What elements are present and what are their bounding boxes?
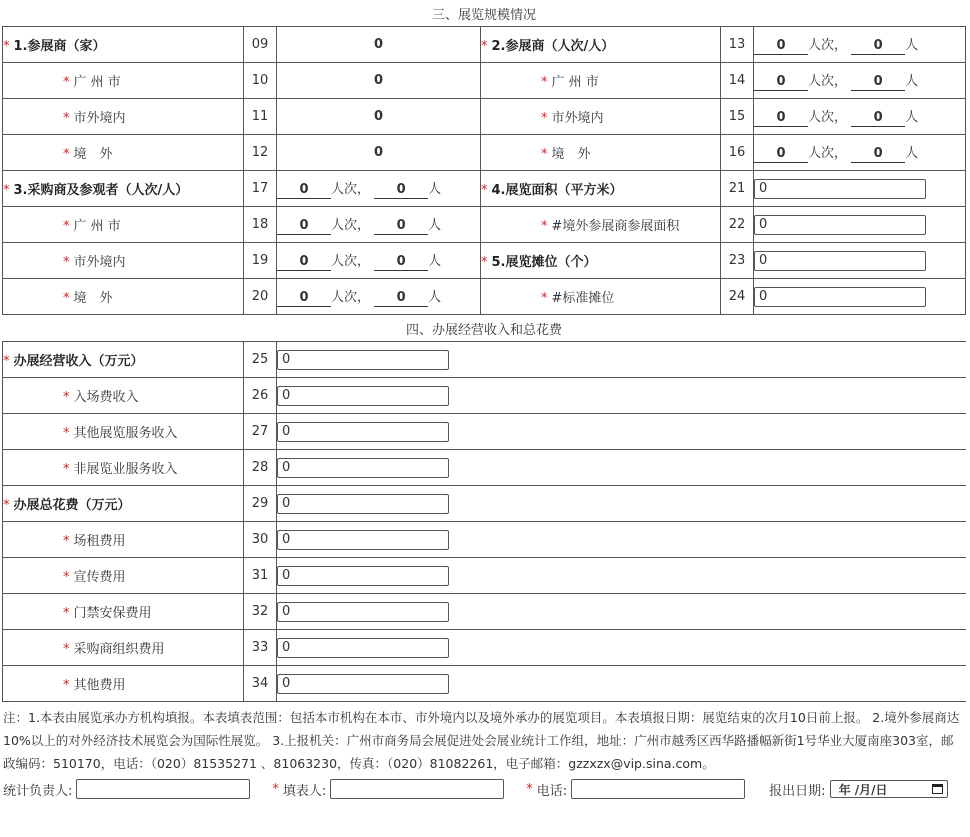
unit-label: 人 [428,254,442,269]
field-label: #标准摊位 [551,291,615,306]
count-pair-cell [754,99,966,135]
section-title: 三、展览规模情况 [3,0,966,27]
required-mark: * [63,606,70,621]
row-code: 20 [251,289,269,304]
field-label: 宣传费用 [73,570,126,585]
count-pair-cell [277,243,481,279]
required-mark: * [63,570,70,585]
field-label: 境 外 [551,147,591,162]
row-code-cell [721,207,754,243]
section-title: 四、办展经营收入和总花费 [3,315,966,342]
persons-input[interactable]: 0 [374,290,428,307]
field-label: 市外境内 [73,255,126,270]
table-row [3,63,966,99]
required-mark: * [63,426,70,441]
row-code: 10 [251,73,269,88]
field-label-cell [481,279,721,315]
unit-label: 人次， [808,74,848,89]
input-cell [277,342,966,378]
count-pair-cell [277,207,481,243]
field-label: 场租费用 [73,534,126,549]
filler-label: 填表人: [282,783,327,799]
row-code: 15 [728,109,746,124]
value-input[interactable]: 0 [277,386,449,406]
row-code: 23 [728,253,746,268]
field-label-cell [3,171,244,207]
row-code-cell [244,378,277,414]
value-input[interactable]: 0 [277,602,449,622]
calendar-icon[interactable] [932,784,943,794]
table-row [3,486,966,522]
required-mark: * [63,75,70,90]
unit-label: 人 [905,146,919,161]
required-mark: * [63,219,70,234]
input-cell [277,450,966,486]
required-mark: * [541,111,548,126]
field-label: 3.采购商及参观者（人次/人） [13,183,189,198]
unit-label: 人次， [331,290,371,305]
field-label-cell [3,279,244,315]
field-label-cell [481,171,721,207]
table-row [3,450,966,486]
table-row [3,27,966,63]
row-code: 32 [251,604,269,619]
row-code: 21 [728,181,746,196]
visits-input[interactable]: 0 [754,146,808,163]
input-cell [277,414,966,450]
value-cell[interactable] [277,135,481,171]
input-cell [277,594,966,630]
required-mark: * [63,111,70,126]
row-code-cell [244,414,277,450]
field-label: 广 州 市 [73,75,121,90]
field-label-cell [481,207,721,243]
row-code-cell [721,63,754,99]
value-cell[interactable] [277,63,481,99]
required-mark: * [63,390,70,405]
field-label-cell [3,558,244,594]
count-pair-cell [754,63,966,99]
required-mark: * [272,781,279,797]
row-code-cell [244,522,277,558]
field-label: 其他展览服务收入 [73,426,178,441]
unit-label: 人次， [808,146,848,161]
report-form-table [2,0,966,702]
unit-label: 人次， [808,38,848,53]
required-mark: * [3,498,10,513]
row-code: 09 [251,37,269,52]
field-label-cell [481,27,721,63]
table-row [3,378,966,414]
field-label-cell [3,99,244,135]
required-mark: * [541,147,548,162]
row-code: 29 [251,496,269,511]
persons-input[interactable]: 0 [851,38,905,55]
persons-input[interactable]: 0 [851,74,905,91]
required-mark: * [63,255,70,270]
table-row [3,342,966,378]
field-value[interactable]: 0 [373,109,384,124]
input-cell [754,243,966,279]
value-input[interactable]: 0 [277,674,449,694]
value-input[interactable]: 0 [277,494,449,514]
row-code: 33 [251,640,269,655]
date-placeholder: 年 /月/日 [838,782,888,797]
table-row [3,135,966,171]
row-code: 16 [728,145,746,160]
required-mark: * [63,291,70,306]
row-code-cell [721,99,754,135]
row-code-cell [721,279,754,315]
input-cell [754,279,966,315]
field-label: 其他费用 [73,678,126,693]
form-notes: 注：1.本表由展览承办方机构填报。本表填表范围：包括本市机构在本市、市外境内以及境外承办的展览项目。本表填报日期：展览结束的次月10日前上报。 2.境外参展商达10%以上的对外经济技术展览会为国际性展览。 3.上报机关：广州市商务局会展促进处会展业统计工作组，地址：广州市越秀区西华路播幅新街1号华业大厦南座303室，邮政编码：510170，电话：（020）81535271 、81063230，传真：（020）81082261，电子邮箱：gzzxzx@vip.sina.com。 [3,710,960,771]
input-cell [754,207,966,243]
persons-input[interactable]: 0 [851,146,905,163]
section-title-row [3,0,966,27]
field-label: 4.展览面积（平方米） [491,183,623,198]
field-label: 市外境内 [73,111,126,126]
row-code: 13 [728,37,746,52]
required-mark: * [63,462,70,477]
field-label: 2.参展商（人次/人） [491,39,615,54]
input-cell [277,522,966,558]
field-label-cell [481,63,721,99]
value-input[interactable]: 0 [754,251,926,271]
table-row [3,99,966,135]
input-cell [277,378,966,414]
value-input[interactable]: 0 [754,215,926,235]
field-label: 1.参展商（家） [13,39,106,54]
input-cell [277,630,966,666]
visits-input[interactable]: 0 [277,254,331,271]
value-input[interactable]: 0 [277,350,449,370]
field-label: 境 外 [73,291,113,306]
field-label-cell [3,378,244,414]
persons-input[interactable]: 0 [374,254,428,271]
row-code-cell [244,558,277,594]
field-label-cell [3,63,244,99]
unit-label: 人 [428,218,442,233]
row-code-cell [244,594,277,630]
input-cell [277,666,966,702]
visits-input[interactable]: 0 [754,38,808,55]
filler-input[interactable] [330,779,504,799]
required-mark: * [63,147,70,162]
table-row [3,414,966,450]
unit-label: 人 [428,182,442,197]
count-pair-cell [754,135,966,171]
field-label-cell [3,594,244,630]
field-label: #境外参展商参展面积 [551,219,680,234]
row-code-cell [721,27,754,63]
value-input[interactable]: 0 [277,638,449,658]
field-value[interactable]: 0 [373,37,384,52]
required-mark: * [63,642,70,657]
row-code-cell [244,27,277,63]
field-label: 市外境内 [551,111,604,126]
value-input[interactable]: 0 [277,458,449,478]
table-row [3,594,966,630]
row-code: 26 [251,388,269,403]
unit-label: 人 [905,38,919,53]
field-label-cell [481,135,721,171]
required-mark: * [481,255,488,270]
value-input[interactable]: 0 [754,179,926,199]
visits-input[interactable]: 0 [277,218,331,235]
field-label: 门禁安保费用 [73,606,152,621]
row-code: 34 [251,676,269,691]
row-code-cell [244,342,277,378]
unit-label: 人次， [808,110,848,125]
field-label-cell [3,135,244,171]
row-code-cell [721,243,754,279]
required-mark: * [481,39,488,54]
value-input[interactable]: 0 [754,287,926,307]
phone-label: 电话: [536,783,568,799]
unit-label: 人 [905,74,919,89]
required-mark: * [481,183,488,198]
row-code: 24 [728,289,746,304]
required-mark: * [3,354,10,369]
required-mark: * [3,39,10,54]
unit-label: 人次， [331,254,371,269]
field-label-cell [3,486,244,522]
field-label: 非展览业服务收入 [73,462,178,477]
row-code: 22 [728,217,746,232]
form-footer [3,777,970,801]
row-code: 14 [728,73,746,88]
field-label-cell [481,99,721,135]
row-code-cell [244,450,277,486]
unit-label: 人 [428,290,442,305]
input-cell [754,171,966,207]
field-label-cell [3,414,244,450]
input-cell [277,558,966,594]
row-code: 18 [251,217,269,232]
table-row [3,630,966,666]
field-label: 广 州 市 [73,219,121,234]
value-input[interactable]: 0 [277,530,449,550]
field-label: 采购商组织费用 [73,642,165,657]
input-cell [277,486,966,522]
row-code: 17 [251,181,269,196]
count-pair-cell [754,27,966,63]
report-date-input[interactable] [830,780,948,798]
required-mark: * [63,678,70,693]
row-code-cell [721,171,754,207]
required-mark: * [541,291,548,306]
visits-input[interactable]: 0 [754,74,808,91]
persons-input[interactable]: 0 [374,182,428,199]
required-mark: * [541,219,548,234]
row-code-cell [244,243,277,279]
field-label: 5.展览摊位（个） [491,255,597,270]
field-label-cell [3,450,244,486]
date-label: 报出日期: [769,783,826,799]
required-mark: * [541,75,548,90]
row-code-cell [244,666,277,702]
stat-head-input[interactable] [76,779,250,799]
row-code: 19 [251,253,269,268]
field-label-cell [3,630,244,666]
table-row [3,666,966,702]
field-label: 境 外 [73,147,113,162]
field-label-cell [481,243,721,279]
count-pair-cell [277,279,481,315]
row-code-cell [721,135,754,171]
field-value[interactable]: 0 [373,145,384,160]
row-code-cell [244,63,277,99]
row-code-cell [244,486,277,522]
section-title-row [3,315,966,342]
row-code-cell [244,171,277,207]
field-value[interactable]: 0 [373,73,384,88]
row-code: 30 [251,532,269,547]
row-code-cell [244,630,277,666]
row-code: 27 [251,424,269,439]
table-row [3,558,966,594]
field-label-cell [3,666,244,702]
field-label-cell [3,207,244,243]
visits-input[interactable]: 0 [277,290,331,307]
field-label: 办展总花费（万元） [13,498,131,513]
table-row [3,522,966,558]
row-code: 12 [251,145,269,160]
value-input[interactable]: 0 [277,566,449,586]
required-mark: * [3,183,10,198]
value-cell[interactable] [277,99,481,135]
row-code: 31 [251,568,269,583]
table-row [3,171,966,207]
field-label: 入场费收入 [73,390,139,405]
table-row [3,279,966,315]
phone-input[interactable] [571,779,745,799]
required-mark: * [526,781,533,797]
field-label-cell [3,27,244,63]
visits-input[interactable]: 0 [277,182,331,199]
row-code: 25 [251,352,269,367]
persons-input[interactable]: 0 [374,218,428,235]
table-row [3,207,966,243]
visits-input[interactable]: 0 [754,110,808,127]
field-label-cell [3,522,244,558]
row-code-cell [244,279,277,315]
unit-label: 人次， [331,182,371,197]
value-input[interactable]: 0 [277,422,449,442]
unit-label: 人次， [331,218,371,233]
value-cell[interactable] [277,27,481,63]
table-row [3,243,966,279]
row-code: 28 [251,460,269,475]
field-label: 办展经营收入（万元） [13,354,144,369]
unit-label: 人 [905,110,919,125]
row-code-cell [244,135,277,171]
stat-head-label: 统计负责人: [3,783,73,799]
required-mark: * [63,534,70,549]
row-code: 11 [251,109,269,124]
row-code-cell [244,99,277,135]
count-pair-cell [277,171,481,207]
field-label-cell [3,342,244,378]
field-label-cell [3,243,244,279]
persons-input[interactable]: 0 [851,110,905,127]
field-label: 广 州 市 [551,75,599,90]
row-code-cell [244,207,277,243]
